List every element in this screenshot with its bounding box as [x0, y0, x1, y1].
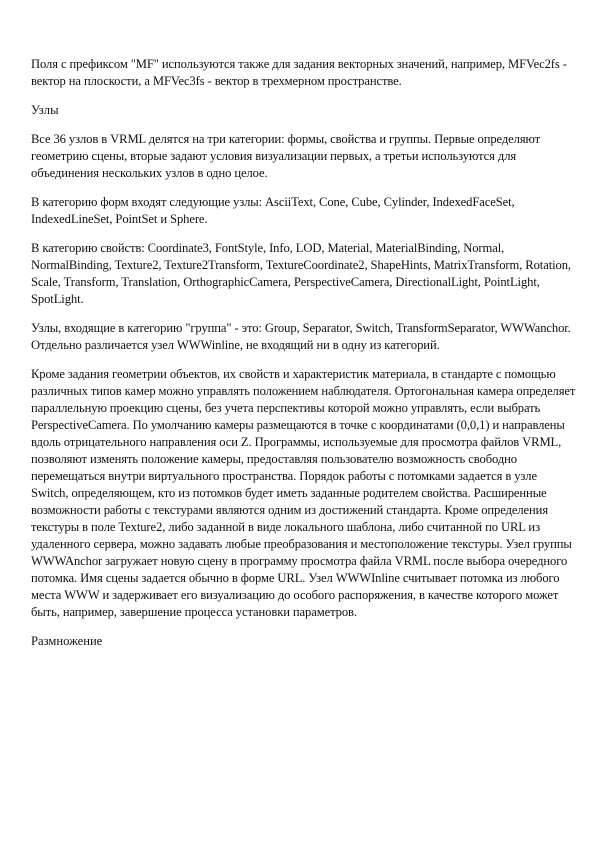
section-heading-reproduction: Размножение: [31, 634, 103, 648]
document-body: [31, 56, 577, 662]
paragraph-mf-fields: Поля с префиксом "MF" используются также для задания векторных значений, например, MFVec2fs - вектор на плоскости, а MFVec3fs - вектор в трехмерном пространстве.: [31, 57, 567, 88]
paragraph-group-nodes: Узлы, входящие в категорию "группа" - это: Group, Separator, Switch, TransformSeparator, WWWanchor. Отдельно различается узел WWWinline, не входящий ни в одну из категорий.: [31, 321, 571, 352]
paragraph-property-nodes: В категорию свойств: Coordinate3, FontStyle, Info, LOD, Material, MaterialBinding, Normal, NormalBinding, Texture2, Texture2Transform, TextureCoordinate2, ShapeHints, MatrixTransform, Rotation, Scale, Transform, Translation, OrthographicCamera, PerspectiveCamera, DirectionalLight, PointLight, SpotLight.: [31, 241, 571, 306]
paragraph-shape-nodes: В категорию форм входят следующие узлы: AsciiText, Cone, Cube, Cylinder, IndexedFaceSet, IndexedLineSet, PointSet и Sphere.: [31, 195, 515, 226]
paragraph-cameras-textures: Кроме задания геометрии объектов, их свойств и характеристик материала, в стандарте с помощью различных типов камер можно управлять положением наблюдателя. Ортогональная камера определяет параллельную проекцию сцены, без учета перспективы которой можно управлять, если выбрать PerspectiveCamera. По умолчанию камеры размещаются в точке с координатами (0,0,1) и направлены вдоль отрицательного направления оси Z. Программы, используемые для просмотра файлов VRML, позволяют изменять положение камеры, предоставляя пользователю возможность свободно перемещаться внутри виртуального пространства. Порядок работы с потомками задается в узле Switch, определяющем, кто из потомков будет иметь заданные родителем свойства. Расширенные возможности работы с текстурами являются одним из достижений стандарта. Кроме определения текстуры в поле Texture2, либо заданной в виде локального шаблона, либо считанной по URL из удаленного сервера, можно задавать любые преобразования и местоположение текстуры. Узел группы WWWAnchor загружает новую сцену в программу просмотра файла VRML после выбора очередного потомка. Имя сцены задается обычно в форме URL. Узел WWWInline считывает потомка из любого места WWW и задерживает его визуализацию до особого распоряжения, в качестве которого может быть, например, завершение процесса установки параметров.: [31, 367, 576, 619]
section-heading-nodes: Узлы: [31, 103, 59, 117]
paragraph-node-categories: Все 36 узлов в VRML делятся на три категории: формы, свойства и группы. Первые определяют геометрию сцены, вторые задают условия визуализации первых, а третьи используются для объединения нескольких узлов в одно целое.: [31, 132, 541, 180]
